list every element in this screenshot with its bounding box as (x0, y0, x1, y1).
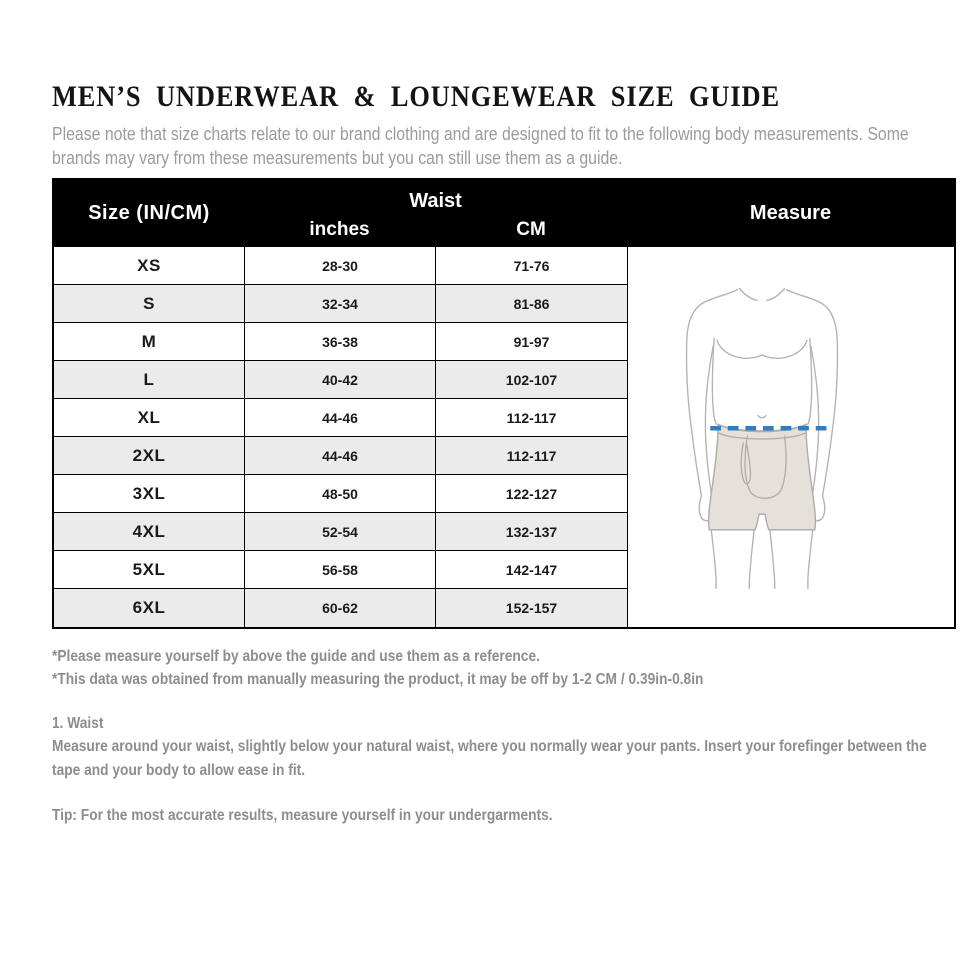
note-tolerance: *This data was obtained from manually measuring the product, it may be off by 1-2 CM / 0.39in-0.8in (52, 671, 704, 688)
header-waist-label: Waist (409, 190, 462, 212)
note-reference: *Please measure yourself by above the guide and use them as a reference. (52, 648, 540, 665)
inches-cell: 36-38 (244, 323, 435, 360)
header-waist-subcolumns (244, 213, 627, 247)
inches-cell: 32-34 (244, 285, 435, 322)
inches-cell: 60-62 (244, 589, 435, 627)
table-row (54, 475, 627, 513)
waist-section-text: Measure around your waist, slightly below your natural waist, where you normally wear your pants. Insert your forefinger between the tape and your body to allow ease in fit. (52, 738, 927, 779)
cm-cell: 102-107 (435, 361, 627, 398)
size-cell: 6XL (132, 598, 166, 617)
boxer-body (709, 424, 816, 529)
header-size-label: Size (IN/CM) (88, 202, 210, 224)
cm-cell: 71-76 (435, 247, 627, 284)
cm-cell: 112-117 (435, 399, 627, 436)
size-cell: L (143, 369, 155, 389)
pec-right (762, 340, 807, 358)
size-cell: 4XL (132, 521, 166, 541)
size-cell: XL (137, 407, 161, 427)
inches-cell: 28-30 (244, 247, 435, 284)
size-cell: 5XL (132, 559, 166, 579)
neck-line-left (740, 289, 758, 301)
table-row (54, 247, 627, 285)
male-figure-illustration (679, 284, 845, 594)
inches-cell: 56-58 (244, 551, 435, 588)
table-body (54, 247, 954, 627)
size-cell: 3XL (132, 483, 166, 503)
torso-side-right (808, 338, 812, 424)
table-row (54, 513, 627, 551)
table-row (54, 285, 627, 323)
cm-cell: 81-86 (435, 285, 627, 322)
size-cell: 2XL (132, 445, 166, 465)
table-row (54, 323, 627, 361)
table-header (54, 180, 954, 247)
intro-text: Please note that size charts relate to our brand clothing and are designed to fit to the following body measurements. Some brands may vary from these measurements but you can still use them as a guide. (52, 124, 909, 168)
size-cell: XS (137, 255, 161, 275)
inches-cell: 44-46 (244, 437, 435, 474)
header-cm-label: CM (516, 219, 546, 240)
torso-side-left (712, 338, 716, 424)
size-cell: S (143, 293, 155, 313)
boxer-briefs (709, 424, 816, 529)
cm-cell: 91-97 (435, 323, 627, 360)
left-leg-outer (711, 530, 716, 589)
inches-cell: 44-46 (244, 399, 435, 436)
waist-section-heading: 1. Waist (52, 715, 104, 732)
cm-cell: 132-137 (435, 513, 627, 550)
cm-cell: 142-147 (435, 551, 627, 588)
left-leg-inner (749, 530, 754, 589)
header-measure-label: Measure (749, 202, 832, 224)
cm-cell: 112-117 (435, 437, 627, 474)
size-cell: M (141, 331, 157, 351)
page-title: MEN’S UNDERWEAR & LOUNGEWEAR SIZE GUIDE (52, 80, 780, 113)
header-inches-label: inches (309, 219, 370, 240)
inches-cell: 52-54 (244, 513, 435, 550)
inches-cell: 48-50 (244, 475, 435, 512)
inches-cell: 40-42 (244, 361, 435, 398)
cm-cell: 122-127 (435, 475, 627, 512)
tip-text: Tip: For the most accurate results, measure yourself in your undergarments. (52, 807, 553, 824)
measure-cell (627, 247, 954, 627)
right-leg-inner (770, 530, 775, 589)
table-row (54, 361, 627, 399)
size-table (52, 178, 956, 629)
right-leg-outer (808, 530, 813, 589)
size-rows (54, 247, 627, 627)
table-row (54, 551, 627, 589)
table-row (54, 589, 627, 627)
pec-left (717, 340, 762, 358)
cm-cell: 152-157 (435, 589, 627, 627)
navel (758, 416, 766, 418)
table-row (54, 399, 627, 437)
table-row (54, 437, 627, 475)
neck-line-right (767, 289, 785, 301)
